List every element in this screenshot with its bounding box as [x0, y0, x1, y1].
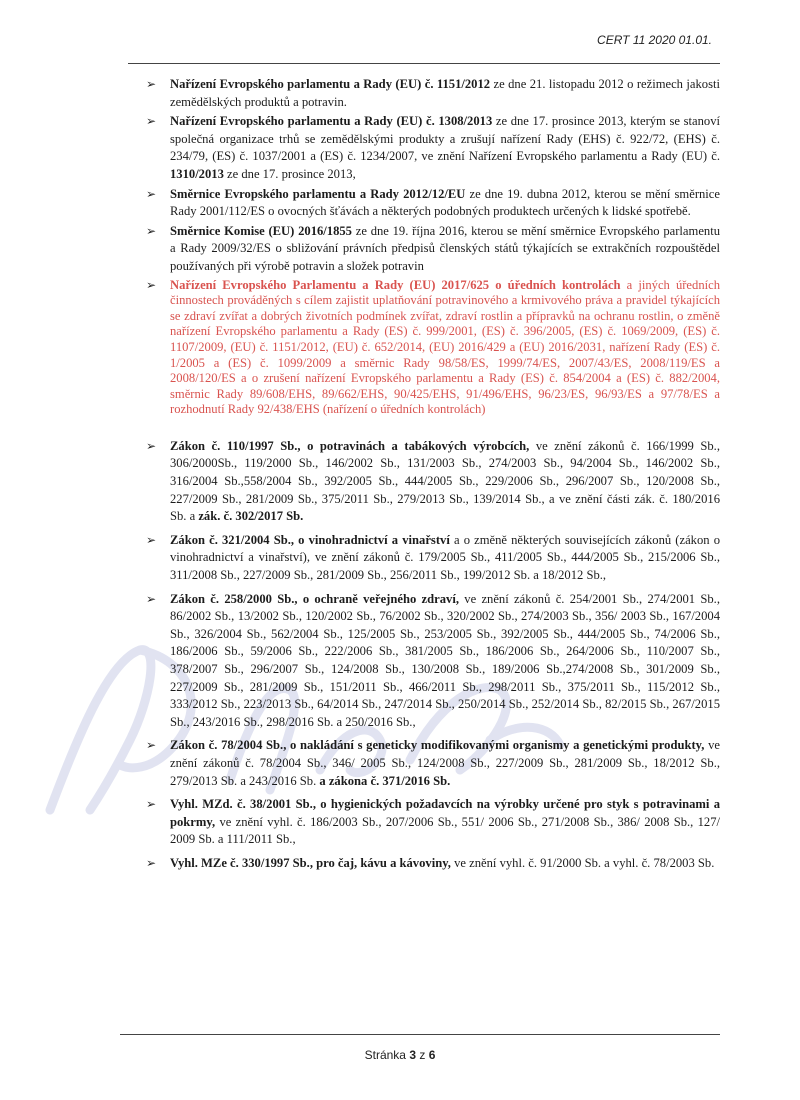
arrow-bullet-icon: ➢	[146, 114, 157, 129]
arrow-bullet-icon: ➢	[146, 738, 157, 753]
page-footer	[0, 1048, 800, 1062]
item-title: Zákon č. 78/2004 Sb., o nakládání s geneticky modifikovanými organismy a genetickými produkty,	[170, 738, 705, 753]
item-title: Nařízení Evropského parlamentu a Rady (EU) č. 1308/2013	[170, 114, 493, 129]
item-text: ze dne 19. října 2016, kterou se mění směrnice Evropského parlamentu a Rady 2009/32/ES o sbližování právních předpisů členských států týkajících se extrakčních rozpouštědel používaných při výrobě potravin a složek potravin	[170, 223, 720, 273]
item-text: ve znění vyhl. č. 91/2000 Sb. a vyhl. č. 78/2003 Sb.	[450, 855, 715, 870]
item-title-secondary: a zákona č. 371/2016 Sb.	[319, 773, 451, 788]
item-text: ze dne 21. listopadu 2012 o režimech jakosti zemědělských produktů a potravin.	[170, 77, 720, 109]
total-pages: 6	[428, 1048, 436, 1062]
item-text: ve znění zákonů č. 166/1999 Sb., 306/2000Sb., 119/2000 Sb., 146/2002 Sb., 131/2003 Sb., 274/2003 Sb., 94/2004 Sb., 146/2002 Sb., 316/2004 Sb.,558/2004 Sb., 392/2005 Sb., 444/2005 Sb., 229/2006 Sb., 296/2007 Sb., 120/2008 Sb., 227/2009 Sb., 281/2009 Sb., 375/2011 Sb., 279/2013 Sb., 139/2014 Sb., a ve znění části zák. č. 180/2016 Sb. a	[170, 438, 720, 524]
arrow-bullet-icon: ➢	[146, 591, 157, 606]
item-title: Směrnice Komise (EU) 2016/1855	[170, 223, 352, 238]
list-item	[146, 186, 720, 221]
list-item	[146, 737, 720, 790]
list-item	[146, 438, 720, 526]
item-title: Zákon č. 321/2004 Sb., o vinohradnictví a vinařství	[170, 532, 450, 547]
arrow-bullet-icon: ➢	[146, 532, 157, 547]
arrow-bullet-icon: ➢	[146, 855, 157, 870]
arrow-bullet-icon: ➢	[146, 77, 157, 91]
list-item	[146, 113, 720, 183]
item-text: ze dne 17. prosince 2013, kterým se stanoví společná organizace trhů se zemědělskými produkty a zrušují nařízení Rady (EHS) č. 922/72, (EHS) č. 234/79, (ES) č. 1037/2001 a (ES) č. 1234/2007, ve znění Nařízení Evropského parlamentu a Rady (EU) č.	[170, 114, 721, 164]
arrow-bullet-icon: ➢	[146, 797, 157, 812]
item-title: Zákon č. 258/2000 Sb., o ochraně veřejného zdraví,	[170, 591, 459, 606]
arrow-bullet-icon: ➢	[146, 223, 157, 238]
item-text: a o změně některých souvisejících zákonů (zákon o vinohradnictví a vinařství), ve znění zákonů č. 179/2005 Sb., 411/2005 Sb., 444/2005 Sb., 215/2006 Sb., 311/2008 Sb., 227/2009 Sb., 281/2009 Sb., 256/2011 Sb., 199/2012 Sb. a 18/2012 Sb.,	[170, 532, 720, 583]
item-title: Nařízení Evropského Parlamentu a Rady (EU) 2017/625 o úředních kontrolách	[170, 277, 621, 292]
item-title: Nařízení Evropského parlamentu a Rady (EU) č. 1151/2012	[170, 77, 491, 91]
arrow-bullet-icon: ➢	[146, 277, 157, 292]
page-separator: z	[416, 1048, 429, 1062]
item-text: ve znění zákonů č. 78/2004 Sb., 346/ 2005 Sb., 124/2008 Sb., 227/2009 Sb., 281/2009 Sb., 18/2012 Sb., 279/2013 Sb. a 243/2016 Sb.	[170, 738, 720, 788]
arrow-bullet-icon: ➢	[146, 186, 157, 201]
item-text: ve znění vyhl. č. 186/2003 Sb., 207/2006 Sb., 551/ 2006 Sb., 271/2008 Sb., 386/ 2008 Sb., 127/ 2009 Sb. a 111/2011 Sb.,	[170, 814, 720, 847]
list-item	[146, 796, 720, 849]
list-item	[146, 532, 720, 585]
list-item-highlighted	[146, 278, 720, 418]
item-title: Vyhl. MZe č. 330/1997 Sb., pro čaj, kávu a kávoviny,	[170, 855, 451, 870]
footer-rule	[120, 1034, 720, 1035]
list-item	[146, 223, 720, 276]
header-rule	[128, 63, 720, 64]
item-text-secondary: ze dne 17. prosince 2013,	[223, 166, 356, 181]
regulation-list	[146, 76, 720, 879]
item-title: Zákon č. 110/1997 Sb., o potravinách a tabákových výrobcích,	[170, 438, 530, 453]
item-title-secondary: zák. č. 302/2017 Sb.	[198, 509, 304, 524]
page-label: Stránka	[364, 1048, 410, 1062]
item-title-secondary: 1310/2013	[170, 166, 224, 181]
item-text: a jiných úředních činnostech prováděných s cílem zajistit uplatňování potravinového a krmivového práva a pravidel týkajících se zdraví zvířat a dobrých životních podmínek zvířat, zdraví rostlin a přípravků na ochranu rostlin, o změně nařízení Evropského parlamentu a Rady (ES) č. 999/2001, (ES) č. 396/2005, (ES) č. 1069/2009, (ES) č. 1107/2009, (EU) č. 1151/2012, (EU) č. 652/2014, (EU) 2016/429 a (EU) 2016/2031, nařízení Rady (ES) č. 1/2005 a (ES) č. 1099/2009 a směrnic Rady 98/58/ES, 1999/74/ES, 2007/43/ES, 2008/119/ES a 2008/120/ES a o zrušení nařízení Evropského parlamentu a Rady (ES) č. 854/2004 a (ES) č. 882/2004, směrnic Rady 89/608/EHS, 89/662/EHS, 90/425/EHS, 91/496/EHS, 96/23/ES, 96/93/ES a 97/78/ES a rozhodnutí Rady 92/438/EHS (nařízení o úředních kontrolách)	[170, 277, 721, 417]
item-text: ze dne 19. dubna 2012, kterou se mění směrnice Rady 2001/112/ES o ovocných šťávách a některých podobných produktech určených k lidské spotřebě.	[170, 186, 720, 219]
arrow-bullet-icon: ➢	[146, 438, 157, 453]
document-code: CERT 11 2020 01.01.	[597, 33, 712, 47]
current-page: 3	[409, 1048, 417, 1062]
item-text: ve znění zákonů č. 254/2001 Sb., 274/2001 Sb., 86/2002 Sb., 13/2002 Sb., 120/2002 Sb., 76/2002 Sb., 320/2002 Sb., 274/2003 Sb., 356/ 2003 Sb., 167/2004 Sb., 326/2004 Sb., 562/2004 Sb., 125/2005 Sb., 253/2005 Sb., 392/2005 Sb., 444/2005 Sb., 74/2006 Sb., 186/2006 Sb., 59/2006 Sb., 222/2006 Sb., 381/2005 Sb., 186/2006 Sb., 264/2006 Sb., 110/2007 Sb., 378/2007 Sb., 296/2007 Sb., 124/2008 Sb., 130/2008 Sb., 189/2006 Sb.,274/2008 Sb., 301/2009 Sb., 227/2009 Sb., 281/2009 Sb., 151/2011 Sb., 466/2011 Sb., 298/2011 Sb., 375/2011 Sb., 115/2012 Sb., 333/2012 Sb., 223/2013 Sb., 64/2014 Sb., 247/2014 Sb., 250/2014 Sb., 252/2014 Sb., 82/2015 Sb., 267/2015 Sb., 243/2016 Sb., 298/2016 Sb. a 250/2016 Sb.,	[170, 591, 720, 729]
list-item	[146, 76, 720, 111]
item-title: Směrnice Evropského parlamentu a Rady 2012/12/EU	[170, 186, 466, 201]
list-item	[146, 591, 720, 732]
list-item	[146, 855, 720, 873]
item-title: Vyhl. MZd. č. 38/2001 Sb., o hygienických požadavcích na výrobky určené pro styk s potravinami a pokrmy,	[170, 797, 720, 829]
